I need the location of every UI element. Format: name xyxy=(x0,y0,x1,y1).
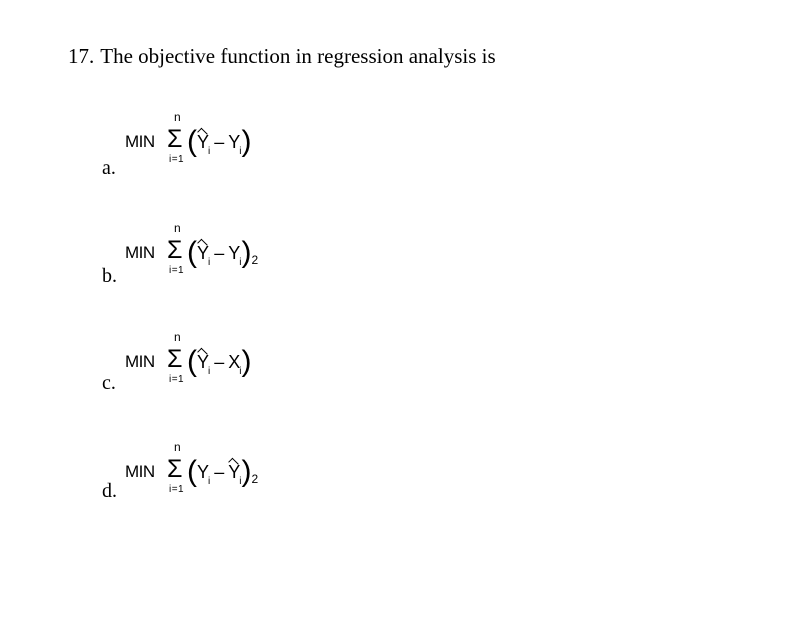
sigma-symbol: Σ xyxy=(167,455,183,483)
minus-sign: – xyxy=(214,132,225,152)
option-b[interactable] xyxy=(0,221,810,321)
sigma-symbol: Σ xyxy=(167,125,183,153)
option-c[interactable] xyxy=(0,330,810,430)
sum-lower-limit: i=1 xyxy=(169,374,185,385)
formula xyxy=(125,110,325,170)
formula-body xyxy=(187,125,252,159)
min-operator: MIN xyxy=(125,462,155,481)
close-paren: ) xyxy=(241,345,252,378)
sum-lower-limit: i=1 xyxy=(169,154,185,165)
open-paren: ( xyxy=(187,236,197,269)
close-paren: ) xyxy=(241,236,252,269)
minus-sign: – xyxy=(214,462,225,482)
sum-lower-limit: i=1 xyxy=(169,265,185,276)
open-paren: ( xyxy=(187,125,197,158)
option-letter: b. xyxy=(102,265,117,287)
formula xyxy=(125,221,325,281)
y-term: $Y_i$ xyxy=(228,243,242,268)
y-hat-term: $Y_i$ xyxy=(228,462,242,487)
option-letter: d. xyxy=(102,480,117,502)
open-paren: ( xyxy=(187,345,197,378)
y-term: $Y_i$ xyxy=(197,462,211,487)
sigma-symbol: Σ xyxy=(167,345,183,373)
option-a[interactable] xyxy=(0,110,810,210)
option-letter: c. xyxy=(102,372,116,394)
formula-body: $(Y_i - Y_i)$ 2 xyxy=(187,455,259,488)
y-term: $Y_i$ xyxy=(228,132,242,157)
y-hat-term: $Y_i$ xyxy=(197,132,211,157)
close-paren: ) xyxy=(241,125,252,158)
y-hat-term: $Y_i$ xyxy=(197,352,211,377)
question-number: 17. xyxy=(68,44,95,68)
minus-sign: – xyxy=(214,243,225,263)
min-operator: MIN xyxy=(125,243,155,262)
y-hat-term: $Y_i$ xyxy=(197,243,211,268)
formula xyxy=(125,330,325,390)
option-letter: a. xyxy=(102,157,116,179)
question-stem: The objective function in regression analysis is xyxy=(100,44,496,68)
open-paren: ( xyxy=(187,455,197,488)
sum-upper-limit: n xyxy=(174,110,181,124)
min-operator: MIN xyxy=(125,352,155,371)
sigma-symbol: Σ xyxy=(167,236,183,264)
sum-upper-limit: n xyxy=(174,440,181,454)
min-operator: MIN xyxy=(125,132,155,151)
formula-body xyxy=(187,345,252,379)
close-paren: ) xyxy=(241,455,252,488)
question-text xyxy=(68,44,496,69)
sum-upper-limit: n xyxy=(174,221,181,235)
option-d[interactable] xyxy=(0,440,810,540)
formula-body: $(Y_i - Y_i)$ 2 xyxy=(187,236,259,269)
minus-sign: – xyxy=(214,352,225,372)
sum-lower-limit: i=1 xyxy=(169,484,185,495)
x-term: $X_i$ xyxy=(228,352,242,377)
sum-upper-limit: n xyxy=(174,330,181,344)
formula xyxy=(125,440,325,500)
